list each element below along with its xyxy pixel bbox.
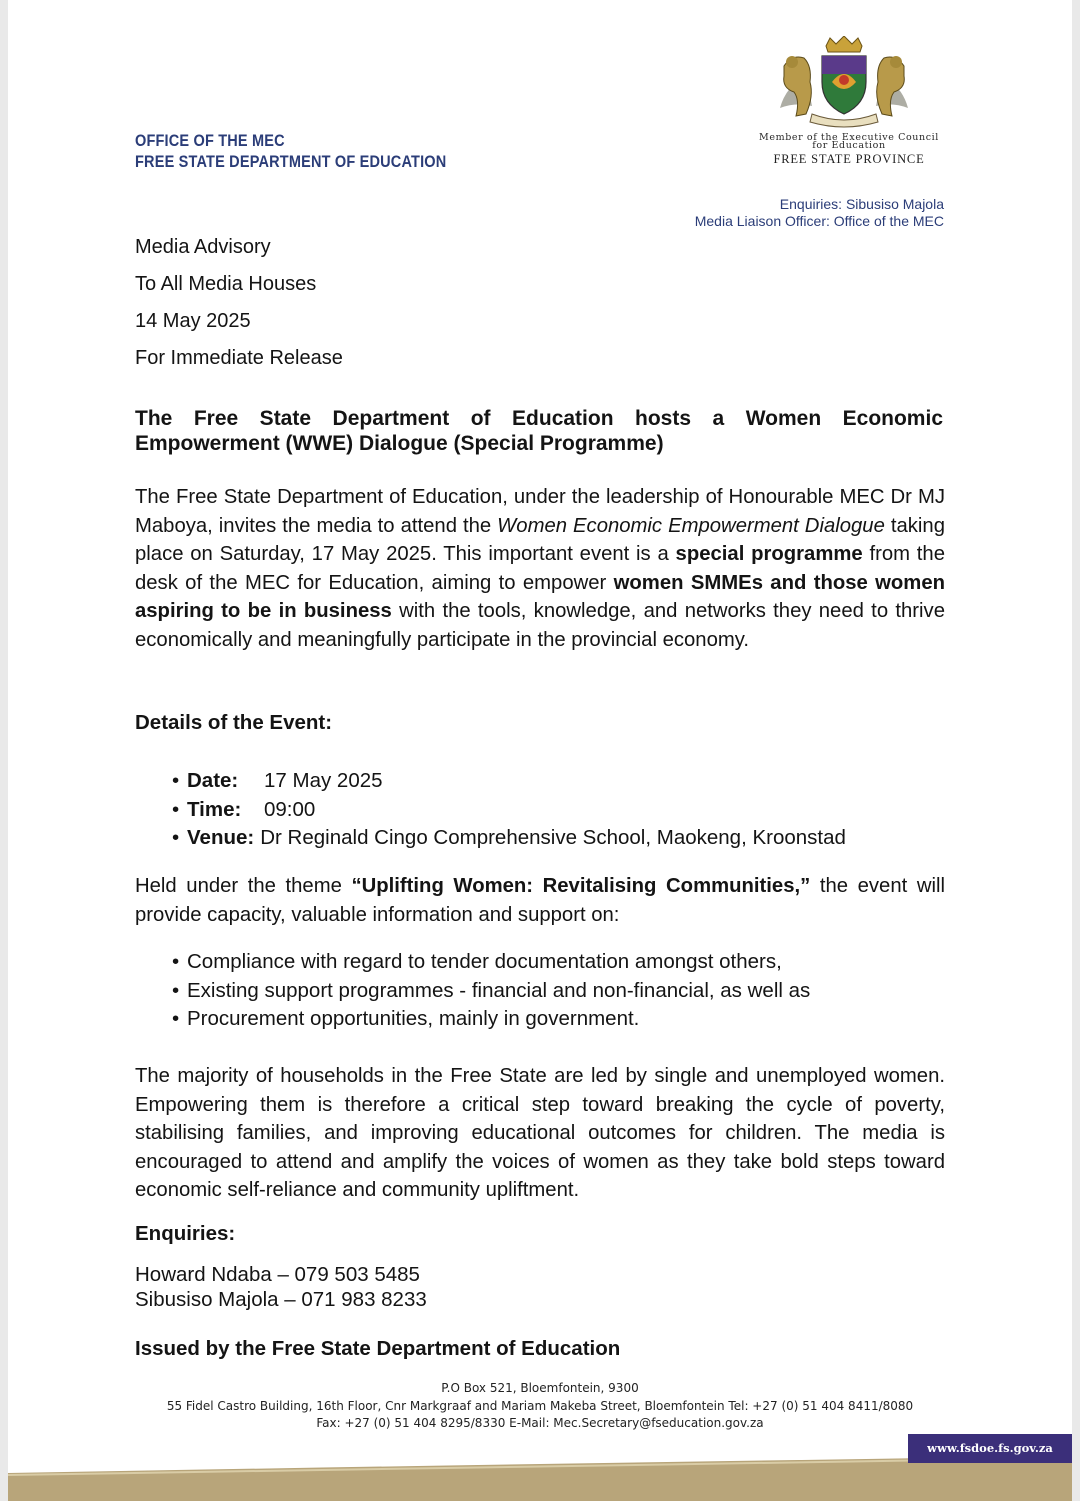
enquiries-heading: Enquiries: bbox=[135, 1222, 236, 1245]
theme-text-2: the event will provide capacity, valuable information and support on: bbox=[135, 875, 945, 926]
advisory-audience: To All Media Houses bbox=[135, 273, 317, 295]
intro-target-group: women SMMEs and those women aspiring to be in business bbox=[135, 571, 945, 622]
detail-value: 17 May 2025 bbox=[264, 769, 383, 792]
detail-label: Time: bbox=[187, 797, 242, 821]
office-line-2: FREE STATE DEPARTMENT OF EDUCATION bbox=[135, 153, 447, 171]
contact-sibusiso: Sibusiso Majola – 071 983 8233 bbox=[135, 1288, 427, 1311]
detail-label: Date: bbox=[187, 769, 239, 792]
footer-address: 55 Fidel Castro Building, 16th Floor, Cnr Markgraaf and Mariam Makeba Street, Bloemfontein Tel: +27 (0) 51 404 8411/8080 bbox=[166, 1399, 914, 1413]
support-item-text: Procurement opportunities, mainly in government. bbox=[187, 1007, 640, 1031]
event-detail-date bbox=[172, 767, 846, 796]
bullet-icon: • bbox=[172, 797, 180, 821]
document-page bbox=[8, 0, 1072, 1501]
intro-text-1: The Free State Department of Education, under the leadership of Honourable MEC Dr MJ Maboya, invites the media to attend the bbox=[135, 486, 945, 537]
footer-po-box: P.O Box 521, Bloemfontein, 9300 bbox=[441, 1381, 639, 1395]
detail-label: Venue: bbox=[187, 826, 255, 850]
office-heading bbox=[135, 131, 446, 173]
bullet-icon: • bbox=[172, 1007, 180, 1031]
event-detail-time bbox=[172, 796, 846, 825]
mec-line-2: for Education bbox=[812, 140, 886, 151]
advisory-title bbox=[135, 406, 943, 456]
advisory-date: 14 May 2025 bbox=[135, 310, 251, 332]
bullet-icon: • bbox=[172, 826, 180, 850]
website-link[interactable]: www.fsdoe.fs.gov.za bbox=[908, 1434, 1072, 1463]
theme-text-1: Held under the theme bbox=[135, 875, 352, 897]
mec-line-1: Member of the Executive Council bbox=[759, 132, 939, 143]
theme-paragraph bbox=[135, 872, 945, 929]
intro-text-2: taking place on Saturday, 17 May 2025. This important event is a bbox=[135, 514, 945, 565]
coat-of-arms-icon bbox=[766, 36, 922, 130]
title-line-2: Empowerment (WWE) Dialogue (Special Programme) bbox=[135, 432, 664, 455]
header-enquiries-line-1: Enquiries: Sibusiso Majola bbox=[779, 196, 944, 212]
detail-value: Dr Reginald Cingo Comprehensive School, Maokeng, Kroonstad bbox=[260, 826, 846, 850]
detail-value: 09:00 bbox=[264, 797, 316, 821]
support-item-text: Existing support programmes - financial and non-financial, as well as bbox=[187, 978, 811, 1002]
enquiries-contacts bbox=[135, 1262, 427, 1312]
mec-title bbox=[748, 134, 950, 150]
bullet-icon: • bbox=[172, 769, 180, 792]
office-line-1: OFFICE OF THE MEC bbox=[135, 132, 285, 150]
intro-paragraph bbox=[135, 483, 945, 654]
contact-howard: Howard Ndaba – 079 503 5485 bbox=[135, 1263, 420, 1286]
event-detail-venue bbox=[172, 824, 846, 853]
footer-fax-email: Fax: +27 (0) 51 404 8295/8330 E-Mail: Mec.Secretary@fseducation.gov.za bbox=[316, 1416, 764, 1430]
issued-by: Issued by the Free State Department of Education bbox=[135, 1337, 621, 1360]
intro-text-3: from the desk of the MEC for Education, aiming to empower bbox=[135, 543, 945, 594]
theme-quote: “Uplifting Women: Revitalising Communities,” bbox=[351, 875, 811, 897]
list-item bbox=[172, 948, 810, 977]
bullet-icon: • bbox=[172, 978, 180, 1002]
closing-paragraph: The majority of households in the Free State are led by single and unemployed women. Empowering them is therefore a critical step toward breaking the cycle of poverty, stabilising families, and improving educational outcomes for children. The media is encouraged to attend and amplify the voices of women as they take bold steps toward economic self-reliance and community upliftment. bbox=[135, 1065, 945, 1201]
event-details-list bbox=[172, 767, 846, 853]
bullet-icon: • bbox=[172, 950, 180, 973]
advisory-release: For Immediate Release bbox=[135, 347, 343, 369]
mec-province: FREE STATE PROVINCE bbox=[773, 152, 925, 166]
title-line-1: The Free State Department of Education hosts a Women Economic bbox=[135, 407, 943, 430]
advisory-type: Media Advisory bbox=[135, 236, 271, 258]
support-list bbox=[172, 948, 810, 1034]
intro-event-name: Women Economic Empowerment Dialogue bbox=[497, 514, 885, 537]
advisory-meta bbox=[135, 229, 343, 377]
details-heading: Details of the Event: bbox=[135, 711, 333, 734]
intro-text-4: with the tools, knowledge, and networks they need to thrive economically and meaningfully participate in the provincial economy. bbox=[135, 600, 945, 651]
header-enquiries-line-2: Media Liaison Officer: Office of the MEC bbox=[694, 212, 944, 229]
intro-special-programme: special programme bbox=[675, 543, 863, 565]
header-enquiries bbox=[695, 196, 944, 229]
support-item-text: Compliance with regard to tender documentation amongst others, bbox=[187, 950, 782, 973]
list-item bbox=[172, 977, 810, 1006]
list-item bbox=[172, 1005, 810, 1034]
